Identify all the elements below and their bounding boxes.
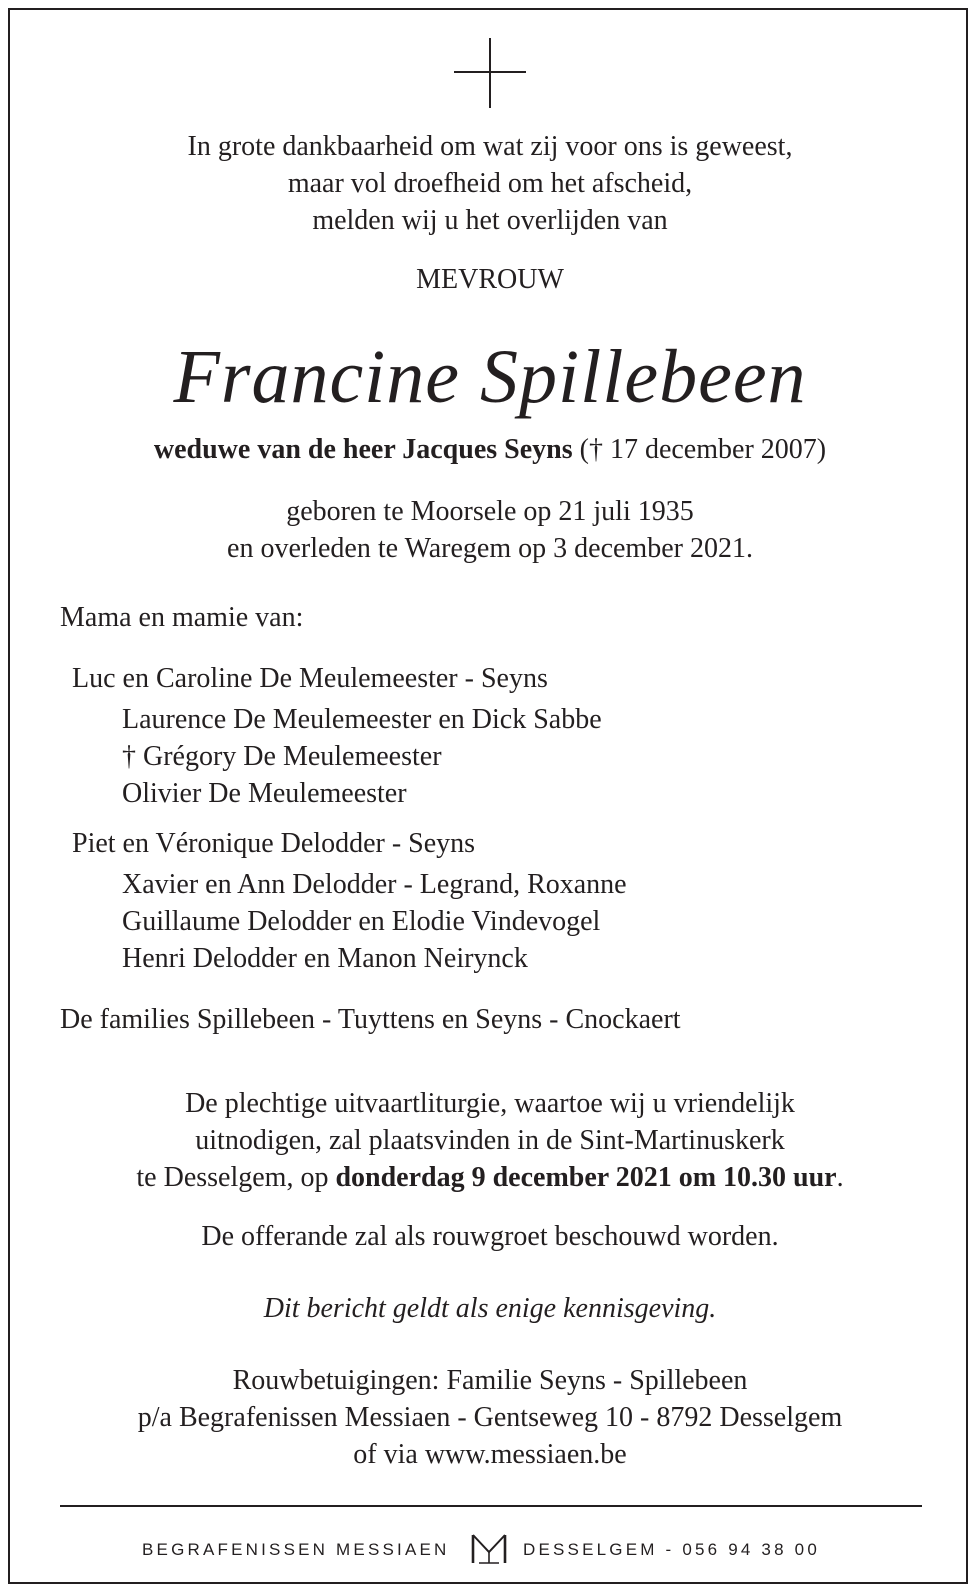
child-line: Olivier De Meulemeester — [122, 778, 407, 809]
condolence-line: p/a Begrafenissen Messiaen - Gentseweg 10 - 8792 Desselgem — [137, 1402, 843, 1433]
funeral-line: De plechtige uitvaartliturgie, waartoe wij u vriendelijk — [185, 1088, 795, 1119]
intro-line: In grote dankbaarheid om wat zij voor ons is geweest, — [187, 131, 793, 162]
messiaen-logo-icon — [470, 1532, 510, 1566]
birth-line: geboren te Moorsele op 21 juli 1935 — [286, 496, 694, 527]
widow-bold: weduwe van de heer Jacques Seyns — [153, 434, 573, 465]
intro-text — [0, 128, 980, 239]
cross-icon — [454, 38, 526, 110]
widow-line — [0, 431, 980, 468]
condolence-line: of via www.messiaen.be — [353, 1439, 627, 1470]
child-line: Laurence De Meulemeester en Dick Sabbe — [122, 704, 602, 735]
funeral-line — [0, 1159, 980, 1196]
footer-company: BEGRAFENISSEN MESSIAEN — [142, 1540, 450, 1559]
footer-divider — [60, 1505, 922, 1507]
notice-text: Dit bericht geldt als enige kennisgeving. — [263, 1293, 717, 1324]
extended-families: De families Spillebeen - Tuyttens en Seyns - Cnockaert — [60, 1004, 681, 1035]
condolences-text — [0, 1362, 980, 1473]
title: MEVROUW — [416, 264, 564, 295]
birth-text — [0, 493, 980, 567]
funeral-pre: te Desselgem, op — [136, 1162, 336, 1193]
funeral-date: donderdag 9 december 2021 om 10.30 uur — [335, 1162, 837, 1193]
widow-date: († 17 december 2007) — [572, 434, 827, 465]
family1-parents: Luc en Caroline De Meulemeester - Seyns — [72, 663, 548, 694]
funeral-line: uitnodigen, zal plaatsvinden in de Sint-Martinuskerk — [195, 1125, 785, 1156]
intro-line: melden wij u het overlijden van — [312, 205, 668, 236]
child-line: Henri Delodder en Manon Neirynck — [122, 943, 528, 974]
child-line: Xavier en Ann Delodder - Legrand, Roxanne — [122, 869, 627, 900]
family1-children — [122, 701, 602, 812]
birth-line: en overleden te Waregem op 3 december 2021. — [227, 533, 753, 564]
funeral-text — [0, 1085, 980, 1196]
child-line: † Grégory De Meulemeester — [122, 741, 442, 772]
condolence-line: Rouwbetuigingen: Familie Seyns - Spillebeen — [232, 1365, 748, 1396]
funeral-post: . — [836, 1162, 844, 1193]
child-line: Guillaume Delodder en Elodie Vindevogel — [122, 906, 601, 937]
offerande-text: De offerande zal als rouwgroet beschouwd worden. — [201, 1221, 779, 1252]
intro-line: maar vol droefheid om het afscheid, — [287, 168, 693, 199]
family-heading: Mama en mamie van: — [60, 602, 304, 633]
family2-children — [122, 866, 627, 977]
family2-parents: Piet en Véronique Delodder - Seyns — [72, 828, 476, 859]
footer-contact: DESSELGEM - 056 94 38 00 — [523, 1540, 820, 1559]
deceased-name: Francine Spillebeen — [173, 335, 807, 419]
